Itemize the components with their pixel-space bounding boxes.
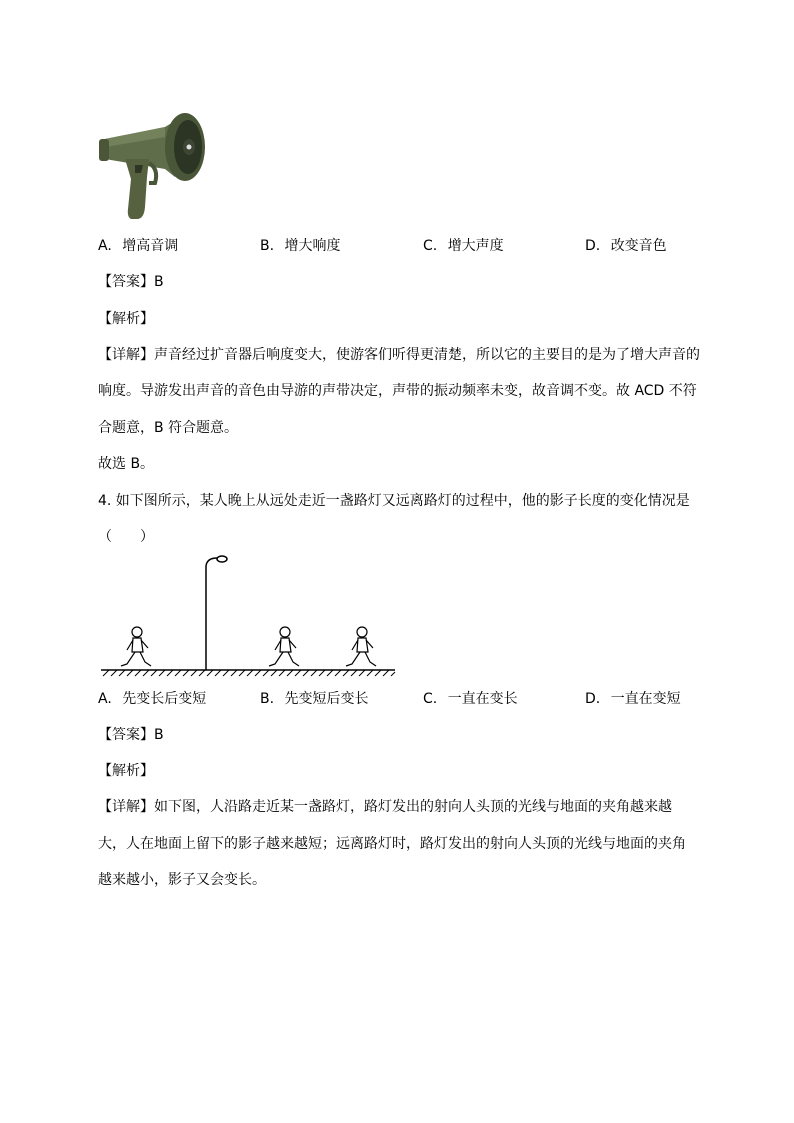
q3-option-d: [585, 236, 667, 256]
q3-option-a: [98, 236, 178, 256]
option-letter: C.: [423, 691, 438, 707]
option-letter: B.: [260, 691, 275, 707]
option-text: 增大声度: [447, 238, 504, 254]
q4-analysis-heading: 【解析】: [98, 763, 154, 779]
q4-detail-line: 【详解】如下图，人沿路走近某一盏路灯，路灯发出的射向人头顶的光线与地面的夹角越来越: [98, 799, 672, 815]
street-lamp-walkers-figure: [99, 552, 399, 678]
q4-stem-bracket: （ ）: [98, 529, 154, 545]
q3-analysis-heading: 【解析】: [98, 311, 154, 327]
option-letter: C.: [423, 238, 438, 254]
option-letter: D.: [585, 691, 601, 707]
option-text: 一直在变短: [610, 691, 681, 707]
q4-answer: 【答案】B: [98, 727, 164, 743]
street-lamp-icon: [206, 556, 227, 670]
q4-option-d: [585, 689, 681, 709]
megaphone-image: [97, 107, 217, 222]
option-text: 先变长后变短: [122, 691, 207, 707]
q3-detail-line: 合题意，B 符合题意。: [98, 420, 239, 436]
q4-stem: 4. 如下图所示，某人晚上从远处走近一盏路灯又远离路灯的过程中，他的影子长度的变化情况是: [98, 493, 690, 509]
q3-detail-line: 响度。导游发出声音的音色由导游的声带决定，声带的振动频率未变，故音调不变。故 ACD 不符: [98, 383, 697, 399]
option-text: 改变音色: [610, 238, 667, 254]
option-text: 增大响度: [284, 238, 341, 254]
walker-icon: [269, 627, 299, 666]
q3-conclusion: 故选 B。: [98, 456, 155, 472]
option-text: 增高音调: [122, 238, 179, 254]
walker-icon: [121, 627, 151, 666]
q4-option-a: [98, 689, 206, 709]
walker-icon: [346, 627, 376, 666]
option-letter: D.: [585, 238, 601, 254]
q3-detail-line: 【详解】声音经过扩音器后响度变大，使游客们听得更清楚，所以它的主要目的是为了增大声音的: [98, 347, 700, 363]
option-letter: B.: [260, 238, 275, 254]
option-text: 先变短后变长: [284, 691, 369, 707]
q4-detail-line: 越来越小，影子又会变长。: [98, 872, 266, 888]
q4-option-c: [423, 689, 518, 709]
q4-option-b: [260, 689, 369, 709]
ground-hatching: [103, 670, 395, 676]
q4-detail-line: 大，人在地面上留下的影子越来越短；远离路灯时，路灯发出的射向人头顶的光线与地面的夹角: [98, 836, 686, 852]
q3-option-b: [260, 236, 341, 256]
option-letter: A.: [98, 691, 112, 707]
option-letter: A.: [98, 238, 112, 254]
q3-answer: 【答案】B: [98, 274, 164, 290]
option-text: 一直在变长: [447, 691, 518, 707]
q3-option-c: [423, 236, 504, 256]
